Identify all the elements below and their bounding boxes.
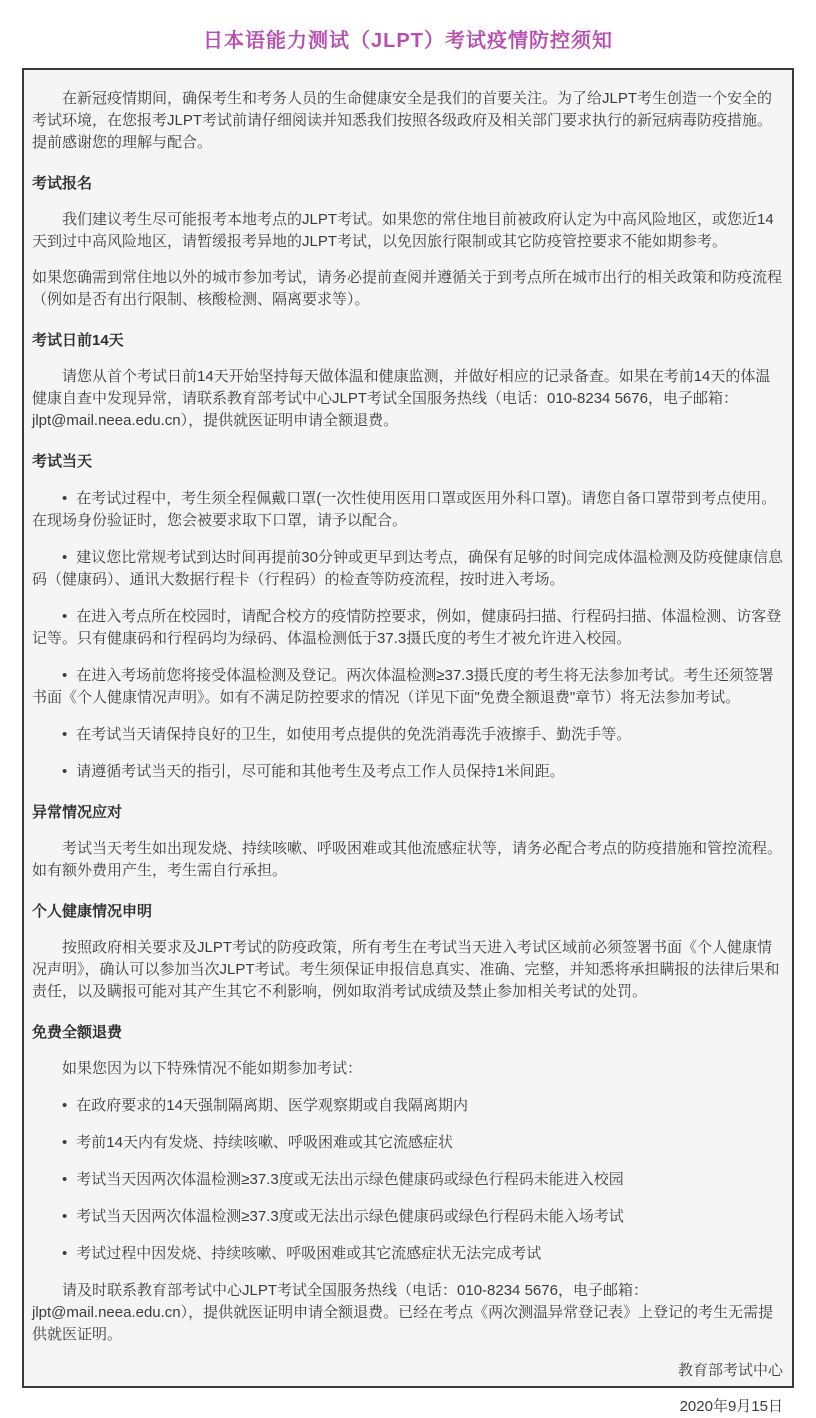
page-title: 日本语能力测试（JLPT）考试疫情防控须知 — [203, 30, 613, 52]
bullet-text: 在考试过程中，考生须全程佩戴口罩(一次性使用医用口罩或医用外科口罩)。请您自备口罩带到考点使用。在现场身份验证时，您会被要求取下口罩，请予以配合。 — [32, 490, 777, 529]
bullet-icon: • — [62, 608, 68, 625]
bullet-icon: • — [62, 1245, 68, 1262]
bullet-text: 考试当天因两次体温检测≥37.3度或无法出示绿色健康码或绿色行程码未能入场考试 — [76, 1208, 624, 1225]
registration-paragraph-1: 我们建议考生尽可能报考本地考点的JLPT考试。如果您的常住地目前被政府认定为中高风险地区，或您近14天到过中高风险地区，请暂缓报考异地的JLPT考试，以免因旅行限制或其它防疫管控要求不能如期参考。 — [32, 211, 774, 250]
refund-bullet-item — [32, 1169, 783, 1191]
section-heading-full-refund: 免费全额退费 — [32, 1024, 123, 1041]
section-heading-exam-day: 考试当天 — [32, 453, 93, 470]
exam-day-bullet-item — [32, 547, 783, 591]
bullet-icon: • — [62, 726, 68, 743]
refund-bullet-item — [32, 1243, 783, 1265]
bullet-text: 考前14天内有发烧、持续咳嗽、呼吸困难或其它流感症状 — [76, 1134, 453, 1151]
signature-organization: 教育部考试中心 — [677, 1362, 783, 1379]
section-heading-registration: 考试报名 — [32, 175, 93, 192]
abnormal-response-paragraph: 考试当天考生如出现发烧、持续咳嗽、呼吸困难或其他流感症状等，请务必配合考点的防疫措施和管控流程。如有额外费用产生，考生需自行承担。 — [32, 840, 783, 879]
bullet-text: 考试过程中因发烧、持续咳嗽、呼吸困难或其它流感症状无法完成考试 — [76, 1245, 542, 1262]
refund-bullet-item — [32, 1132, 783, 1154]
bullet-text: 在政府要求的14天强制隔离期、医学观察期或自我隔离期内 — [76, 1097, 468, 1114]
section-heading-abnormal-response: 异常情况应对 — [32, 804, 123, 821]
bullet-text: 建议您比常规考试到达时间再提前30分钟或更早到达考点，确保有足够的时间完成体温检测及防疫健康信息码（健康码）、通讯大数据行程卡（行程码）的检查等防疫流程，按时进入考场。 — [32, 549, 783, 588]
section-heading-14days-before: 考试日前14天 — [32, 332, 124, 349]
section-heading-health-declaration: 个人健康情况申明 — [32, 903, 153, 920]
bullet-icon: • — [62, 1134, 68, 1151]
exam-day-bullet-item — [32, 488, 783, 532]
bullet-icon: • — [62, 1097, 68, 1114]
bullet-text: 考试当天因两次体温检测≥37.3度或无法出示绿色健康码或绿色行程码未能进入校园 — [76, 1171, 624, 1188]
signature-date: 2020年9月15日 — [679, 1398, 783, 1415]
bullet-icon: • — [62, 1208, 68, 1225]
bullet-text: 请遵循考试当天的指引，尽可能和其他考生及考点工作人员保持1米间距。 — [76, 763, 565, 780]
refund-bullet-item — [32, 1206, 783, 1228]
exam-day-bullet-item — [32, 606, 783, 650]
refund-intro-paragraph: 如果您因为以下特殊情况不能如期参加考试： — [62, 1060, 363, 1077]
intro-paragraph: 在新冠疫情期间，确保考生和考务人员的生命健康安全是我们的首要关注。为了给JLPT考生创造一个安全的考试环境，在您报考JLPT考试前请仔细阅读并知悉我们按照各级政府及相关部门要求执行的新冠病毒防疫措施。提前感谢您的理解与配合。 — [32, 90, 773, 151]
bullet-icon: • — [62, 667, 68, 684]
bullet-icon: • — [62, 763, 68, 780]
refund-closing-paragraph: 请及时联系教育部考试中心JLPT考试全国服务热线（电话：010-8234 5676，电子邮箱：jlpt@mail.neea.edu.cn），提供就医证明申请全额退费。已经在考点《两次测温异常登记表》上登记的考生无需提供就医证明。 — [32, 1282, 774, 1343]
bullet-icon: • — [62, 1171, 68, 1188]
bullet-icon: • — [62, 490, 68, 507]
bullet-text: 在进入考点所在校园时，请配合校方的疫情防控要求，例如，健康码扫描、行程码扫描、体温检测、访客登记等。只有健康码和行程码均为绿码、体温检测低于37.3摄氏度的考生才被允许进入校园。 — [32, 608, 782, 647]
bullet-text: 在考试当天请保持良好的卫生，如使用考点提供的免洗消毒洗手液擦手、勤洗手等。 — [76, 726, 632, 743]
exam-day-bullet-item — [32, 724, 783, 746]
refund-bullet-item — [32, 1095, 783, 1117]
notice-box — [22, 68, 794, 1415]
bullet-icon: • — [62, 549, 68, 566]
health-declaration-paragraph: 按照政府相关要求及JLPT考试的防疫政策，所有考生在考试当天进入考试区域前必须签署书面《个人健康情况声明》，确认可以参加当次JLPT考试。考生须保证申报信息真实、准确、完整，并知悉将承担瞒报的法律后果和责任，以及瞒报可能对其产生其它不利影响，例如取消考试成绩及禁止参加相关考试的处罚。 — [32, 939, 780, 1000]
exam-day-bullet-item — [32, 761, 783, 783]
registration-paragraph-2: 如果您确需到常住地以外的城市参加考试，请务必提前查阅并遵循关于到考点所在城市出行的相关政策和防疫流程（例如是否有出行限制、核酸检测、隔离要求等）。 — [32, 269, 783, 308]
14days-paragraph: 请您从首个考试日前14天开始坚持每天做体温和健康监测，并做好相应的记录备查。如果在考前14天的体温健康自查中发现异常，请联系教育部考试中心JLPT考试全国服务热线（电话：010-8234 5676，电子邮箱：jlpt@mail.neea.edu.cn），提供就医证明申请全额退费。 — [32, 368, 771, 429]
exam-day-bullet-item — [32, 665, 783, 709]
bullet-text: 在进入考场前您将接受体温检测及登记。两次体温检测≥37.3摄氏度的考生将无法参加考试。考生还须签署书面《个人健康情况声明》。如有不满足防控要求的情况（详见下面"免费全额退费"章节）将无法参加考试。 — [32, 667, 774, 706]
